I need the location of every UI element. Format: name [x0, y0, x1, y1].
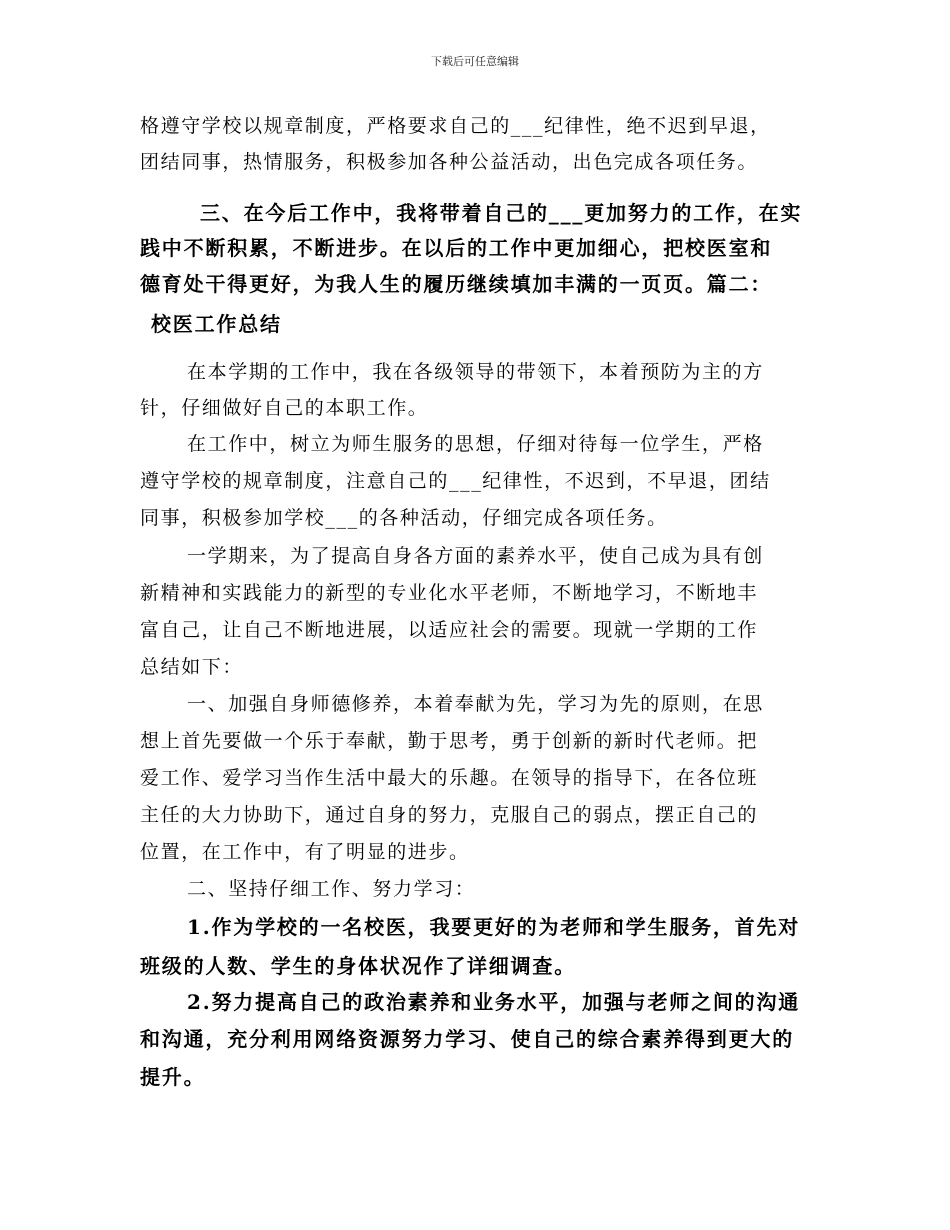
section-title: 校医工作总结	[151, 312, 282, 336]
paragraph-first-line: 一学期来，为了提高自身各方面的素养水平，使自己成为具有创	[187, 545, 764, 567]
text-line: 主任的大力协助下，通过自身的努力，克服自己的弱点，摆正自己的	[140, 804, 759, 826]
text-line-bold: 践中不断积累，不断进步。在以后的工作中更加细心，把校医室和	[140, 236, 773, 260]
text-line: 团结同事，热情服务，积极参加各种公益活动，出色完成各项任务。	[140, 151, 759, 173]
text-line: 位置，在工作中，有了明显的进步。	[140, 841, 470, 863]
text-line: 想上首先要做一个乐于奉献，勤于思考，勇于创新的新时代老师。把	[140, 730, 759, 752]
text-line: 格遵守学校以规章制度，严格要求自己的___纪律性，绝不迟到早退，	[140, 115, 771, 137]
page-header: 下载后可任意编辑	[431, 55, 519, 68]
text-line: 遵守学校的规章制度，注意自己的___纪律性，不迟到，不早退，团结	[140, 470, 771, 492]
subsection-heading: 二、坚持仔细工作、努力学习：	[187, 878, 476, 900]
text-line: 爱工作、爱学习当作生活中最大的乐趣。在领导的指导下，在各位班	[140, 767, 759, 789]
section-heading-line: 三、在今后工作中，我将带着自己的___更加努力的工作，在实	[200, 201, 803, 225]
numbered-item-first-line: 1.作为学校的一名校医，我要更好的为老师和学生服务，首先对	[187, 915, 801, 939]
text-line-bold: 德育处干得更好，为我人生的履历继续填加丰满的一页页。篇二：	[140, 272, 773, 296]
paragraph-first-line: 在工作中，树立为师生服务的思想，仔细对待每一位学生，严格	[187, 433, 764, 455]
text-line: 同事，积极参加学校___的各种活动，仔细完成各项任务。	[140, 507, 668, 529]
text-line-bold: 班级的人数、学生的身体状况作了详细调查。	[140, 954, 576, 978]
text-line: 针，仔细做好自己的本职工作。	[140, 397, 429, 419]
text-line-bold: 提升。	[140, 1065, 206, 1089]
paragraph-first-line: 在本学期的工作中，我在各级领导的带领下，本着预防为主的方	[187, 361, 764, 383]
numbered-item-first-line: 2.努力提高自己的政治素养和业务水平，加强与老师之间的沟通	[187, 990, 801, 1014]
text-line: 总结如下：	[140, 656, 244, 678]
text-line-bold: 和沟通，充分利用网络资源努力学习、使自己的综合素养得到更大的	[140, 1027, 794, 1051]
text-line: 新精神和实践能力的新型的专业化水平老师，不断地学习，不断地丰	[140, 582, 759, 604]
text-line: 富自己，让自己不断地进展，以适应社会的需要。现就一学期的工作	[140, 619, 759, 641]
paragraph-first-line: 一、加强自身师德修养，本着奉献为先，学习为先的原则，在思	[187, 693, 764, 715]
